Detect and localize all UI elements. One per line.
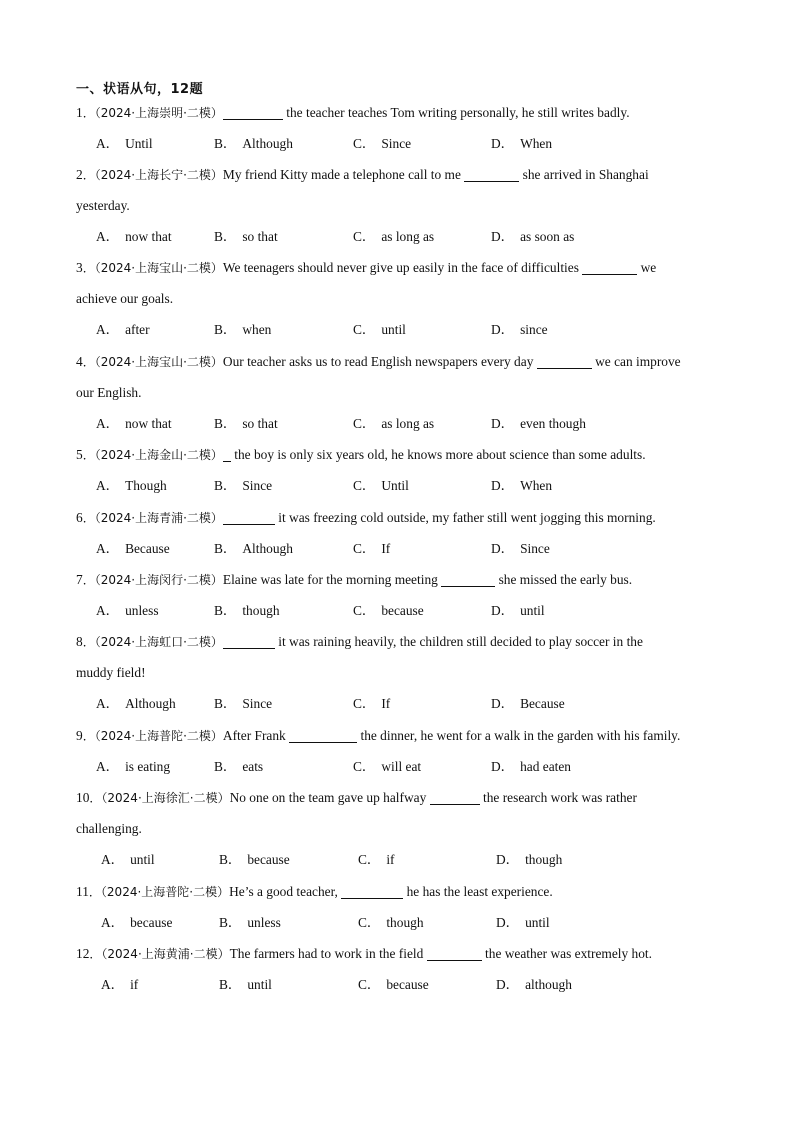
stem-text-before: After Frank xyxy=(222,728,286,743)
option-text: so that xyxy=(242,416,278,431)
option-d[interactable] xyxy=(496,907,550,938)
question-2 xyxy=(76,159,726,252)
option-b[interactable] xyxy=(219,844,290,875)
option-text: Since xyxy=(381,136,412,151)
stem-continuation: challenging. xyxy=(76,821,142,836)
option-b[interactable] xyxy=(214,533,293,564)
question-stem: 2．（2024·上海长宁·二模）My friend Kitty made a telephone call to me she arrived in Shanghai xyxy=(76,167,649,182)
option-text: when xyxy=(242,322,272,337)
option-text: although xyxy=(525,977,572,992)
option-text: eats xyxy=(242,759,264,774)
option-a[interactable] xyxy=(96,314,150,345)
question-stem: 12．（2024·上海黄浦·二模）The farmers had to work in the field the weather was extremely hot. xyxy=(76,946,652,961)
option-label: C． xyxy=(353,478,376,493)
option-c[interactable] xyxy=(353,128,411,159)
option-text: Until xyxy=(381,478,409,493)
option-d[interactable] xyxy=(491,751,571,782)
option-label: D． xyxy=(491,136,515,151)
option-text: even though xyxy=(520,416,586,431)
option-label: B． xyxy=(214,603,237,618)
question-number: 9 xyxy=(76,728,83,743)
option-text: Though xyxy=(125,478,167,493)
stem-text-after: he has the least experience. xyxy=(406,884,553,899)
option-text: though xyxy=(386,915,424,930)
options-row xyxy=(76,751,726,782)
option-text: now that xyxy=(125,416,172,431)
option-d[interactable] xyxy=(491,470,552,501)
option-a[interactable] xyxy=(101,969,138,1000)
option-d[interactable] xyxy=(491,128,552,159)
option-label: B． xyxy=(214,759,237,774)
option-c[interactable] xyxy=(353,688,390,719)
stem-text-before: The farmers had to work in the field xyxy=(229,946,424,961)
question-source: 2024·上海崇明·二模 xyxy=(100,106,211,120)
option-label: A． xyxy=(96,759,120,774)
option-text: as long as xyxy=(381,229,435,244)
option-label: D． xyxy=(491,229,515,244)
options-row xyxy=(76,844,726,875)
option-text: When xyxy=(520,478,553,493)
option-label: B． xyxy=(214,136,237,151)
stem-text-after: the boy is only six years old, he knows more about science than some adults. xyxy=(234,447,646,462)
question-1 xyxy=(76,97,726,159)
stem-text-before: We teenagers should never give up easily in the face of difficulties xyxy=(222,260,579,275)
stem-text-after: the dinner, he went for a walk in the garden with his family. xyxy=(360,728,681,743)
option-label: B． xyxy=(219,852,242,867)
option-label: A． xyxy=(101,915,125,930)
question-stem: 4．（2024·上海宝山·二模）Our teacher asks us to read English newspapers every day we can improve xyxy=(76,354,681,369)
option-b[interactable] xyxy=(219,969,272,1000)
option-b[interactable] xyxy=(219,907,281,938)
question-source: 2024·上海普陀·二模 xyxy=(100,729,211,743)
question-12 xyxy=(76,938,726,1000)
options-row xyxy=(76,128,726,159)
answer-blank[interactable] xyxy=(223,634,275,649)
question-number: 8 xyxy=(76,634,83,649)
question-stem: 8．（2024·上海虹口·二模） it was raining heavily, the children still decided to play soccer in the xyxy=(76,634,643,649)
answer-blank[interactable] xyxy=(430,790,480,805)
question-source: 2024·上海虹口·二模 xyxy=(100,635,211,649)
option-b[interactable] xyxy=(214,595,280,626)
option-text: until xyxy=(525,915,550,930)
option-text: because xyxy=(130,915,173,930)
option-text: because xyxy=(386,977,429,992)
options-row xyxy=(76,470,726,501)
option-label: B． xyxy=(214,229,237,244)
option-label: A． xyxy=(96,322,120,337)
question-stem: 5．（2024·上海金山·二模） the boy is only six years old, he knows more about science than some adults. xyxy=(76,447,646,462)
stem-continuation: muddy field! xyxy=(76,665,146,680)
option-a[interactable] xyxy=(96,688,176,719)
option-text: since xyxy=(520,322,548,337)
stem-text-after: the weather was extremely hot. xyxy=(485,946,652,961)
question-stem: 9．（2024·上海普陀·二模）After Frank the dinner, he went for a walk in the garden with his family. xyxy=(76,728,681,743)
option-a[interactable] xyxy=(96,595,159,626)
question-source: 2024·上海宝山·二模 xyxy=(100,355,211,369)
option-text: until xyxy=(247,977,272,992)
option-b[interactable] xyxy=(214,314,271,345)
question-stem: 11．（2024·上海普陀·二模）He’s a good teacher, he has the least experience. xyxy=(76,884,553,899)
option-text: had eaten xyxy=(520,759,571,774)
option-a[interactable] xyxy=(96,533,170,564)
option-label: C． xyxy=(353,136,376,151)
option-text: as soon as xyxy=(520,229,575,244)
option-a[interactable] xyxy=(96,408,172,439)
option-label: A． xyxy=(96,541,120,556)
option-text: though xyxy=(525,852,563,867)
option-c[interactable] xyxy=(353,408,434,439)
stem-text-after: we can improve xyxy=(595,354,681,369)
question-stem: 7．（2024·上海闵行·二模）Elaine was late for the morning meeting she missed the early bus. xyxy=(76,572,633,587)
stem-text-after: she arrived in Shanghai xyxy=(522,167,649,182)
option-label: D． xyxy=(491,416,515,431)
question-number: 2 xyxy=(76,167,83,182)
option-label: C． xyxy=(353,322,376,337)
option-c[interactable] xyxy=(353,595,424,626)
option-text: as long as xyxy=(381,416,435,431)
question-3 xyxy=(76,252,726,345)
stem-text-after: the teacher teaches Tom writing personally, he still writes badly. xyxy=(286,105,630,120)
option-d[interactable] xyxy=(491,221,574,252)
question-stem: 1．（2024·上海崇明·二模） the teacher teaches Tom writing personally, he still writes badly. xyxy=(76,105,630,120)
question-stem: 3．（2024·上海宝山·二模）We teenagers should never give up easily in the face of difficulties we xyxy=(76,260,657,275)
option-c[interactable] xyxy=(353,470,409,501)
question-source: 2024·上海宝山·二模 xyxy=(100,261,211,275)
stem-continuation: our English. xyxy=(76,385,142,400)
option-text: if xyxy=(130,977,139,992)
option-d[interactable] xyxy=(491,533,550,564)
option-label: A． xyxy=(96,229,120,244)
option-text: When xyxy=(520,136,553,151)
answer-blank[interactable] xyxy=(427,946,482,961)
options-row xyxy=(76,221,726,252)
option-label: A． xyxy=(96,416,120,431)
question-6 xyxy=(76,502,726,564)
option-a[interactable] xyxy=(96,470,167,501)
option-text: until xyxy=(381,322,406,337)
option-c[interactable] xyxy=(353,314,406,345)
stem-text-after: it was freezing cold outside, my father still went jogging this morning. xyxy=(278,510,656,525)
stem-text-before: He’s a good teacher, xyxy=(229,884,338,899)
option-d[interactable] xyxy=(491,408,586,439)
options-row xyxy=(76,595,726,626)
option-label: B． xyxy=(219,977,242,992)
option-text: until xyxy=(130,852,155,867)
stem-text-after: the research work was rather xyxy=(483,790,637,805)
option-text: though xyxy=(242,603,280,618)
option-text: if xyxy=(386,852,395,867)
option-text: Until xyxy=(125,136,153,151)
option-label: D． xyxy=(491,478,515,493)
option-label: C． xyxy=(353,603,376,618)
question-number: 10 xyxy=(76,790,90,805)
question-number: 3 xyxy=(76,260,83,275)
answer-blank[interactable] xyxy=(223,105,283,120)
question-source: 2024·上海普陀·二模 xyxy=(106,885,218,899)
answer-blank[interactable] xyxy=(223,447,231,462)
question-number: 1 xyxy=(76,105,83,120)
stem-continuation: yesterday. xyxy=(76,198,130,213)
option-text: unless xyxy=(247,915,281,930)
option-label: C． xyxy=(358,852,381,867)
option-a[interactable] xyxy=(101,907,172,938)
question-8 xyxy=(76,626,726,719)
option-c[interactable] xyxy=(358,969,429,1000)
question-source: 2024·上海黄浦·二模 xyxy=(107,947,218,961)
option-text: unless xyxy=(125,603,159,618)
option-text: Although xyxy=(242,541,293,556)
option-label: C． xyxy=(353,229,376,244)
option-label: D． xyxy=(491,541,515,556)
option-c[interactable] xyxy=(353,751,421,782)
option-a[interactable] xyxy=(96,221,172,252)
question-source: 2024·上海长宁·二模 xyxy=(100,168,211,182)
question-4 xyxy=(76,346,726,439)
answer-blank[interactable] xyxy=(537,354,592,369)
option-c[interactable] xyxy=(353,533,390,564)
option-label: A． xyxy=(96,603,120,618)
option-label: B． xyxy=(214,541,237,556)
question-source: 2024·上海金山·二模 xyxy=(100,448,211,462)
option-text: so that xyxy=(242,229,278,244)
option-d[interactable] xyxy=(491,314,548,345)
stem-continuation: achieve our goals. xyxy=(76,291,174,306)
answer-blank[interactable] xyxy=(223,510,275,525)
stem-text-before: My friend Kitty made a telephone call to me xyxy=(222,167,461,182)
option-label: C． xyxy=(353,759,376,774)
question-number: 7 xyxy=(76,572,83,587)
option-text: because xyxy=(247,852,290,867)
option-text: Although xyxy=(242,136,293,151)
option-c[interactable] xyxy=(353,221,434,252)
option-label: B． xyxy=(214,478,237,493)
section-title: 一、状语从句，12题 xyxy=(76,82,204,97)
option-text: until xyxy=(520,603,545,618)
option-label: A． xyxy=(101,977,125,992)
option-b[interactable] xyxy=(214,128,293,159)
question-stem: 6．（2024·上海青浦·二模） it was freezing cold outside, my father still went jogging this morning. xyxy=(76,510,656,525)
option-a[interactable] xyxy=(96,751,170,782)
option-text: because xyxy=(381,603,424,618)
option-b[interactable] xyxy=(214,688,272,719)
stem-text-after: we xyxy=(640,260,657,275)
option-label: A． xyxy=(101,852,125,867)
option-label: D． xyxy=(491,603,515,618)
option-d[interactable] xyxy=(496,844,562,875)
option-label: D． xyxy=(491,759,515,774)
option-label: D． xyxy=(496,977,520,992)
question-5 xyxy=(76,439,726,501)
option-b[interactable] xyxy=(214,470,272,501)
options-row xyxy=(76,533,726,564)
answer-blank[interactable] xyxy=(441,572,495,587)
option-d[interactable] xyxy=(491,595,545,626)
option-text: Since xyxy=(520,541,550,556)
option-c[interactable] xyxy=(358,844,395,875)
option-text: If xyxy=(381,696,391,711)
option-text: Because xyxy=(520,696,565,711)
answer-blank[interactable] xyxy=(464,167,519,182)
option-label: B． xyxy=(214,416,237,431)
option-b[interactable] xyxy=(214,221,278,252)
option-label: D． xyxy=(496,915,520,930)
option-label: C． xyxy=(353,696,376,711)
options-row xyxy=(76,907,726,938)
options-row xyxy=(76,314,726,345)
option-label: A． xyxy=(96,696,120,711)
option-label: D． xyxy=(491,322,515,337)
option-label: B． xyxy=(214,322,237,337)
stem-text-after: she missed the early bus. xyxy=(498,572,633,587)
question-source: 2024·上海闵行·二模 xyxy=(100,573,211,587)
question-stem: 10．（2024·上海徐汇·二模）No one on the team gave up halfway the research work was rather xyxy=(76,790,637,805)
option-text: now that xyxy=(125,229,172,244)
option-text: will eat xyxy=(381,759,422,774)
question-11 xyxy=(76,876,726,938)
answer-blank[interactable] xyxy=(341,884,403,899)
option-label: C． xyxy=(358,915,381,930)
question-number: 12 xyxy=(76,946,90,961)
options-row xyxy=(76,688,726,719)
option-text: If xyxy=(381,541,391,556)
answer-blank[interactable] xyxy=(289,728,357,743)
option-c[interactable] xyxy=(358,907,424,938)
option-label: A． xyxy=(96,136,120,151)
option-text: Since xyxy=(242,478,273,493)
option-label: C． xyxy=(353,541,376,556)
option-text: Because xyxy=(125,541,170,556)
question-source: 2024·上海徐汇·二模 xyxy=(107,791,218,805)
option-label: B． xyxy=(219,915,242,930)
option-a[interactable] xyxy=(96,128,153,159)
option-label: D． xyxy=(491,696,515,711)
option-text: is eating xyxy=(125,759,171,774)
stem-text-after: it was raining heavily, the children still decided to play soccer in the xyxy=(278,634,643,649)
option-text: Although xyxy=(125,696,176,711)
question-number: 6 xyxy=(76,510,83,525)
stem-text-before: Elaine was late for the morning meeting xyxy=(222,572,438,587)
options-row xyxy=(76,408,726,439)
question-9 xyxy=(76,720,726,782)
option-label: B． xyxy=(214,696,237,711)
option-label: C． xyxy=(353,416,376,431)
option-label: A． xyxy=(96,478,120,493)
answer-blank[interactable] xyxy=(582,260,637,275)
option-label: C． xyxy=(358,977,381,992)
stem-text-before: No one on the team gave up halfway xyxy=(229,790,427,805)
option-b[interactable] xyxy=(214,751,263,782)
option-d[interactable] xyxy=(496,969,572,1000)
option-text: Since xyxy=(242,696,273,711)
question-7 xyxy=(76,564,726,626)
question-number: 11 xyxy=(76,884,89,899)
option-a[interactable] xyxy=(101,844,155,875)
option-d[interactable] xyxy=(491,688,565,719)
option-text: after xyxy=(125,322,150,337)
question-number: 5 xyxy=(76,447,83,462)
question-10 xyxy=(76,782,726,875)
question-source: 2024·上海青浦·二模 xyxy=(100,511,211,525)
option-b[interactable] xyxy=(214,408,278,439)
option-label: D． xyxy=(496,852,520,867)
question-number: 4 xyxy=(76,354,83,369)
stem-text-before: Our teacher asks us to read English newspapers every day xyxy=(222,354,534,369)
options-row xyxy=(76,969,726,1000)
